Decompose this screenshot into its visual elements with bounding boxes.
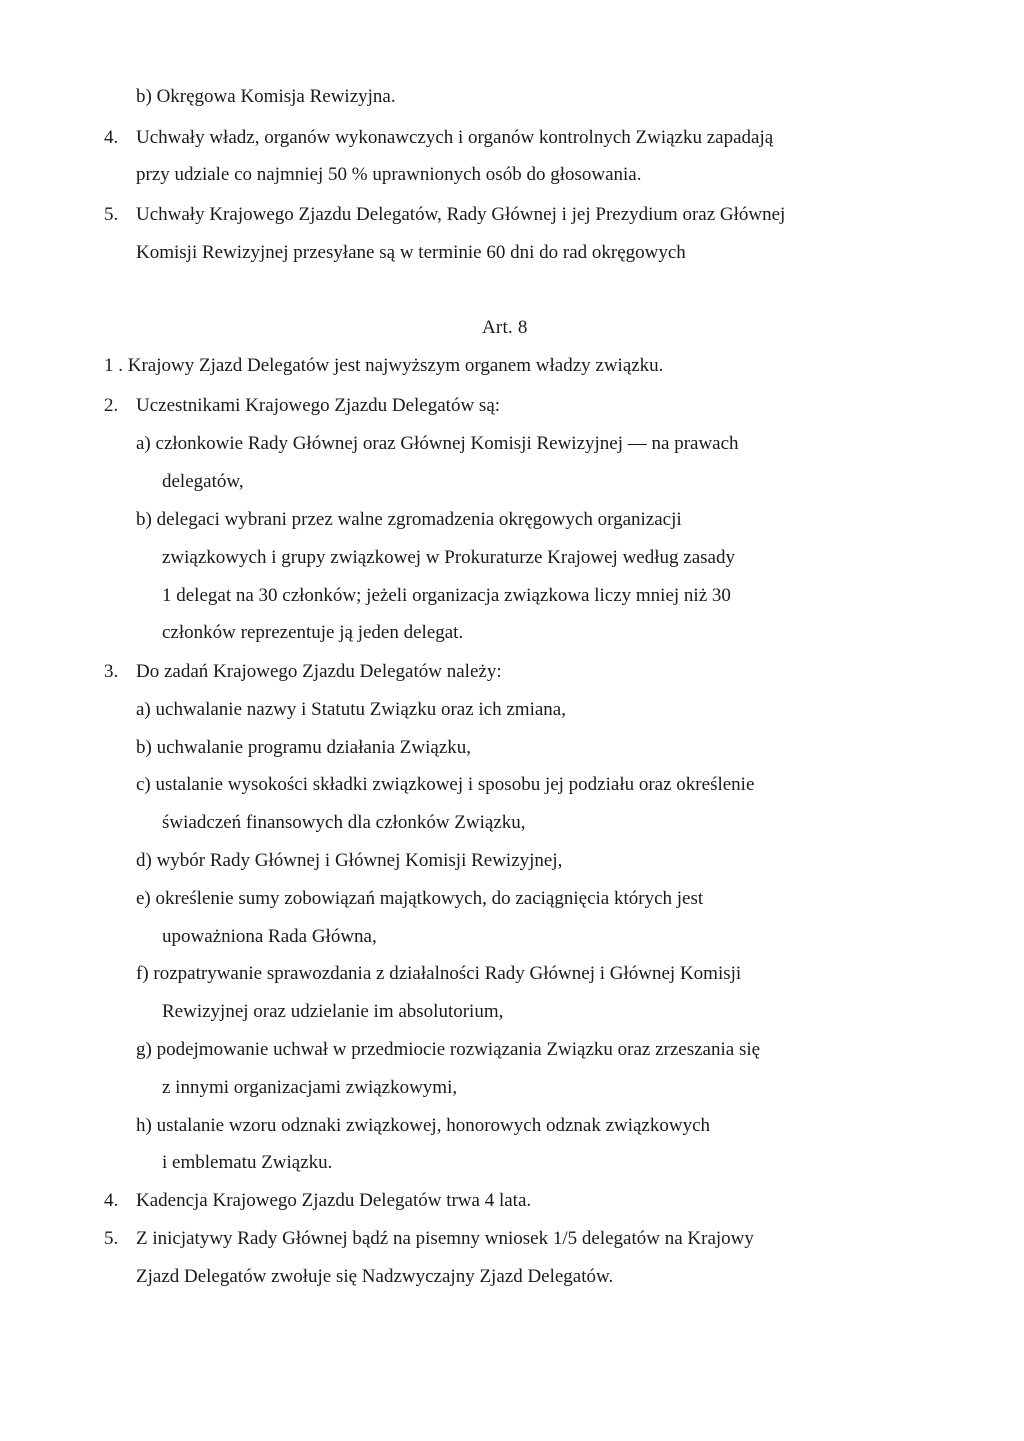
art7-point-b: b) Okręgowa Komisja Rewizyjna. [136, 86, 396, 107]
art8-paragraph-3-text: Do zadań Krajowego Zjazdu Delegatów należy: [136, 661, 502, 682]
art8-point-3e-line2: upoważniona Rada Główna, [162, 926, 377, 947]
art7-paragraph-5-line1: Uchwały Krajowego Zjazdu Delegatów, Rady Głównej i jej Prezydium oraz Głównej [136, 204, 786, 225]
art8-point-2b-line1: b) delegaci wybrani przez walne zgromadzenia okręgowych organizacji [136, 509, 682, 530]
art8-point-3g-line2: z innymi organizacjami związkowymi, [162, 1077, 458, 1098]
art8-point-3c-line1: c) ustalanie wysokości składki związkowej i sposobu jej podziału oraz określenie [136, 774, 755, 795]
art8-point-3h-line2: i emblematu Związku. [162, 1152, 333, 1173]
art8-point-3e-line1: e) określenie sumy zobowiązań majątkowych, do zaciągnięcia których jest [136, 888, 704, 909]
art8-paragraph-3-number: 3. [104, 661, 119, 682]
article-heading: Art. 8 [482, 317, 528, 338]
art7-paragraph-4-line1: Uchwały władz, organów wykonawczych i organów kontrolnych Związku zapadają [136, 127, 774, 148]
art8-paragraph-4-number: 4. [104, 1190, 119, 1211]
art8-point-3b: b) uchwalanie programu działania Związku, [136, 737, 471, 758]
art8-point-2b-line3: 1 delegat na 30 członków; jeżeli organizacja związkowa liczy mniej niż 30 [162, 585, 731, 606]
art7-paragraph-5-number: 5. [104, 204, 119, 225]
art8-point-2a-line1: a) członkowie Rady Głównej oraz Głównej Komisji Rewizyjnej — na prawach [136, 433, 739, 454]
art8-paragraph-1: 1 . Krajowy Zjazd Delegatów jest najwyższym organem władzy związku. [104, 355, 664, 376]
art8-paragraph-5-line2: Zjazd Delegatów zwołuje się Nadzwyczajny Zjazd Delegatów. [136, 1266, 614, 1287]
art8-point-2a-line2: delegatów, [162, 471, 244, 492]
art7-paragraph-4-number: 4. [104, 127, 119, 148]
art8-paragraph-2-text: Uczestnikami Krajowego Zjazdu Delegatów są: [136, 395, 501, 416]
art8-paragraph-2-number: 2. [104, 395, 119, 416]
art7-paragraph-5-line2: Komisji Rewizyjnej przesyłane są w terminie 60 dni do rad okręgowych [136, 242, 686, 263]
art8-point-3g-line1: g) podejmowanie uchwał w przedmiocie rozwiązania Związku oraz zrzeszania się [136, 1039, 761, 1060]
art8-point-2b-line2: związkowych i grupy związkowej w Prokuraturze Krajowej według zasady [162, 547, 735, 568]
art7-paragraph-4-line2: przy udziale co najmniej 50 % uprawnionych osób do głosowania. [136, 164, 642, 185]
art8-paragraph-5-number: 5. [104, 1228, 119, 1249]
art8-point-3f-line2: Rewizyjnej oraz udzielanie im absolutorium, [162, 1001, 504, 1022]
art8-point-3c-line2: świadczeń finansowych dla członków Związku, [162, 812, 526, 833]
art8-point-3h-line1: h) ustalanie wzoru odznaki związkowej, honorowych odznak związkowych [136, 1115, 711, 1136]
art8-point-2b-line4: członków reprezentuje ją jeden delegat. [162, 622, 464, 643]
art8-paragraph-5-line1: Z inicjatywy Rady Głównej bądź na pisemny wniosek 1/5 delegatów na Krajowy [136, 1228, 754, 1249]
art8-point-3d: d) wybór Rady Głównej i Głównej Komisji Rewizyjnej, [136, 850, 563, 871]
art8-paragraph-4-text: Kadencja Krajowego Zjazdu Delegatów trwa 4 lata. [136, 1190, 532, 1211]
art8-point-3f-line1: f) rozpatrywanie sprawozdania z działalności Rady Głównej i Głównej Komisji [136, 963, 742, 984]
art8-point-3a: a) uchwalanie nazwy i Statutu Związku oraz ich zmiana, [136, 699, 566, 720]
